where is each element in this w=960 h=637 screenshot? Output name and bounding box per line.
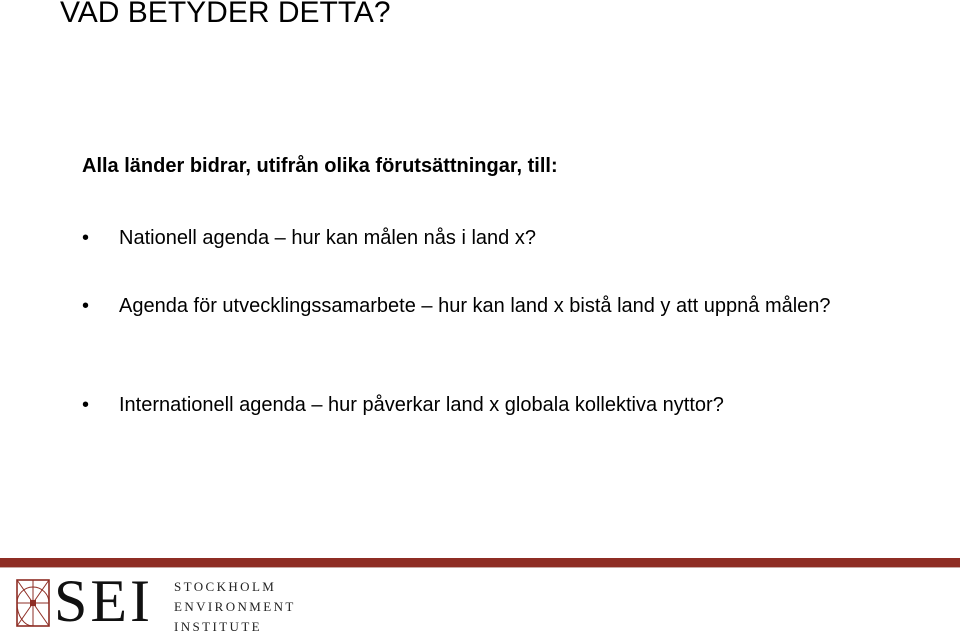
slide-title: VAD BETYDER DETTA? xyxy=(60,0,391,29)
sei-emblem-icon xyxy=(14,576,54,632)
bullet-text: Agenda för utvecklingssamarbete – hur kan land x bistå land y att uppnå målen? xyxy=(119,295,831,317)
logo-word: INSTITUTE xyxy=(174,619,263,634)
logo-word: STOCKHOLM xyxy=(174,579,277,594)
bullet-marker: • xyxy=(82,295,90,317)
sei-logo xyxy=(14,568,314,634)
bullet-marker: • xyxy=(82,227,90,249)
bullet-text: Internationell agenda – hur påverkar land x globala kollektiva nyttor? xyxy=(119,394,724,416)
bullet-text: Nationell agenda – hur kan målen nås i land x? xyxy=(119,227,536,249)
bullet-item-international-agenda xyxy=(82,393,902,417)
bullet-item-national-agenda xyxy=(82,226,902,250)
footer-brand-bar xyxy=(0,558,960,567)
logo-acronym: SEI xyxy=(54,568,153,634)
logo-word: ENVIRONMENT xyxy=(174,599,296,614)
bullet-item-development-agenda xyxy=(82,294,902,318)
bullet-marker: • xyxy=(82,394,90,416)
intro-text: Alla länder bidrar, utifrån olika förutsättningar, till: xyxy=(82,155,558,177)
logo-wordmark xyxy=(174,577,296,637)
